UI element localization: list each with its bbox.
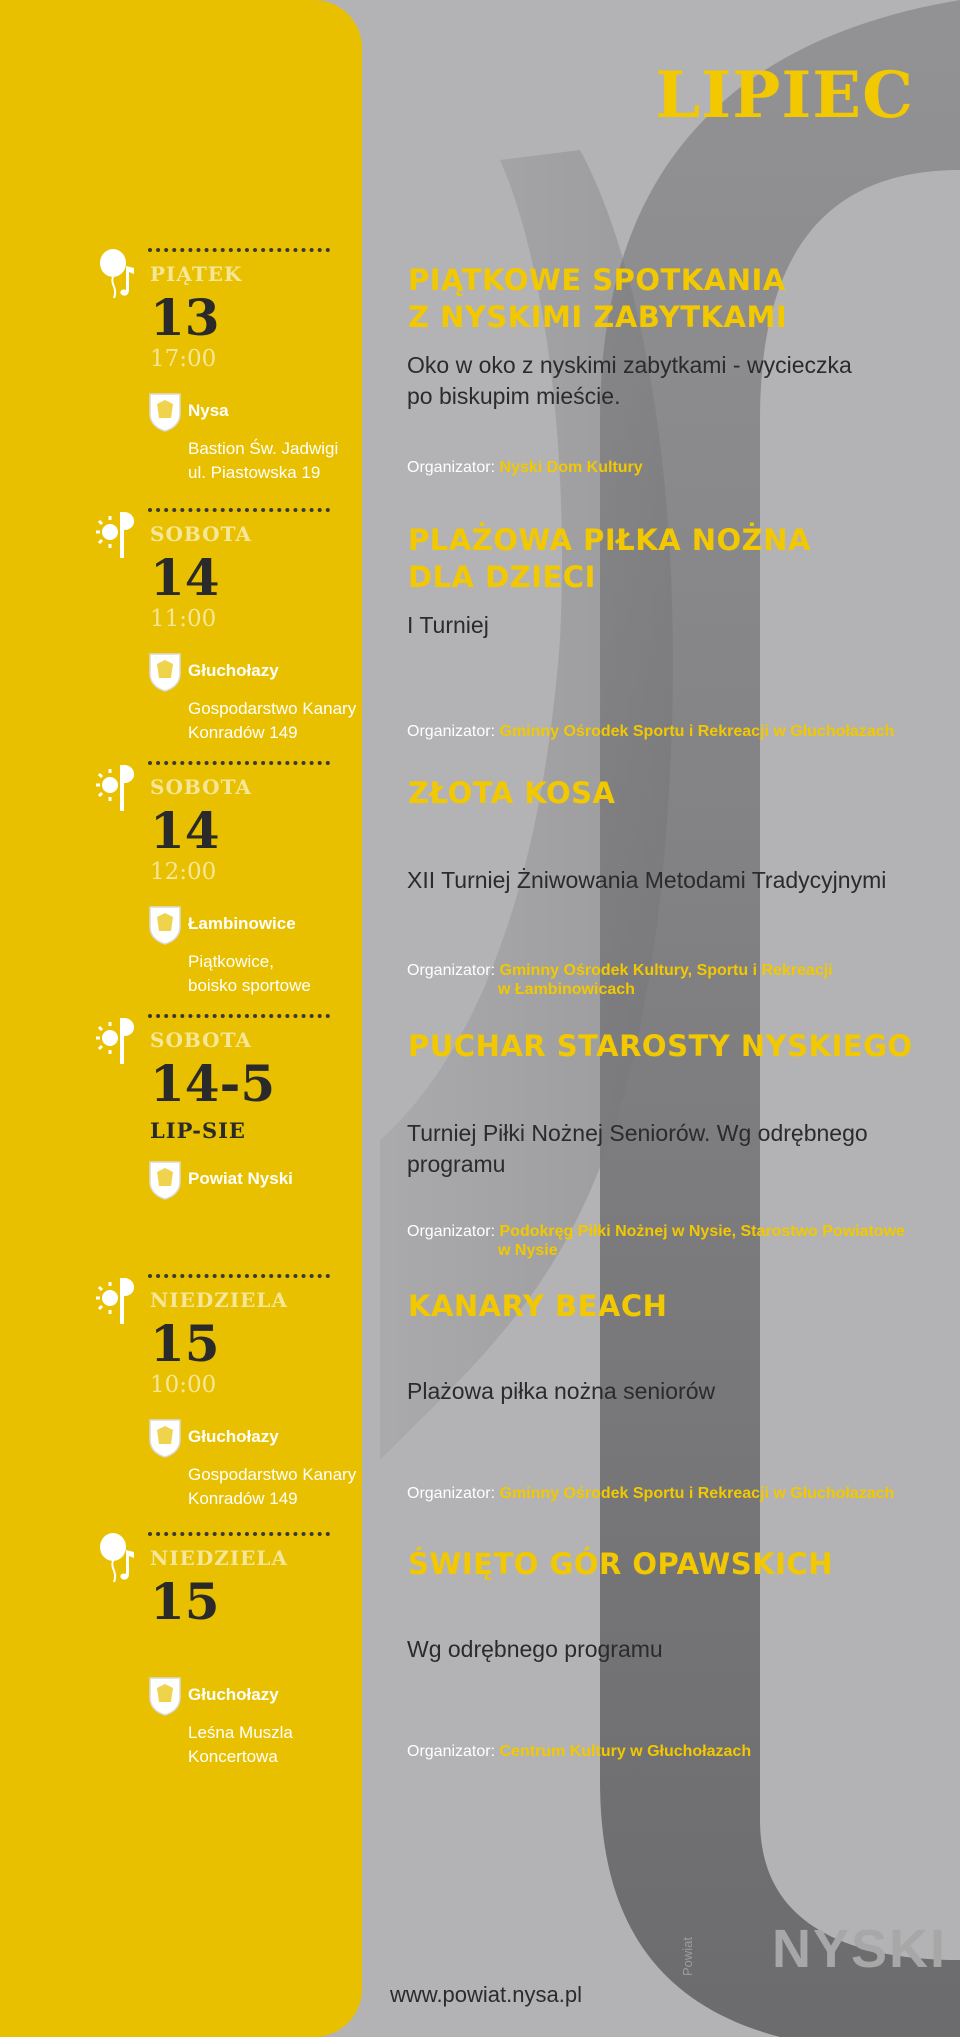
event-description-line: Plażowa piłka nożna seniorów <box>407 1378 716 1404</box>
event-organizer <box>407 1484 894 1503</box>
event-description-line: I Turniej <box>407 612 489 638</box>
event-day: PIĄTEK <box>150 262 243 286</box>
dotted-separator <box>148 1274 330 1278</box>
organizer-name: Centrum Kultury w Głuchołazach <box>499 1743 752 1760</box>
organizer-name: Podokręg Piłki Nożnej w Nysie, Starostwo Powiatowe <box>499 1223 905 1240</box>
organizer-label: Organizator: <box>407 1485 496 1502</box>
event-description-line: Turniej Piłki Nożnej Seniorów. Wg odrębnego programu <box>407 1120 868 1177</box>
sun-flag-icon <box>96 761 140 817</box>
event-date: 15 <box>150 1572 220 1631</box>
event-day: SOBOTA <box>150 522 252 546</box>
organizer-label: Organizator: <box>407 1743 496 1760</box>
event-date: 14 <box>150 801 220 860</box>
event-title-line: ŚWIĘTO GÓR OPAWSKICH <box>408 1547 833 1581</box>
event-time: 11:00 <box>150 606 217 632</box>
dotted-separator <box>148 508 330 512</box>
town-crest-icon <box>148 1160 182 1200</box>
month-heading: LIPIEC <box>655 58 914 133</box>
event-date: 14 <box>150 548 220 607</box>
town-crest-icon <box>148 652 182 692</box>
event-venue-line: ul. Piastowska 19 <box>188 463 321 482</box>
event-time: 17:00 <box>150 346 217 372</box>
event-description-line: Oko w oko z nyskimi zabytkami - wycieczka <box>407 352 852 378</box>
event-venue-line: Gospodarstwo Kanary <box>188 1465 357 1484</box>
event-date: 13 <box>150 288 220 347</box>
dotted-separator <box>148 1014 330 1018</box>
event-time: 10:00 <box>150 1372 217 1398</box>
event-date-range: LIP-SIE <box>150 1118 246 1143</box>
sun-flag-icon <box>96 508 140 564</box>
organizer-name-cont: w Łambinowicach <box>498 981 635 998</box>
event-organizer <box>407 1742 751 1761</box>
town-crest-icon <box>148 1676 182 1716</box>
event-venue-line: Gospodarstwo Kanary <box>188 699 357 718</box>
event-venue-line: boisko sportowe <box>188 976 311 995</box>
logo-small-text: Powiat <box>680 1936 695 1976</box>
event-organizer <box>407 458 643 477</box>
dotted-separator <box>148 1532 330 1536</box>
event-town: Łambinowice <box>188 914 296 933</box>
event-title-line: PIĄTKOWE SPOTKANIA <box>408 263 786 297</box>
event-title-line: ZŁOTA KOSA <box>408 776 616 810</box>
sun-flag-icon <box>96 1274 140 1330</box>
event-town: Głuchołazy <box>188 1427 279 1446</box>
powiat-nyski-logo: NYSKI <box>772 1919 948 1979</box>
town-crest-icon <box>148 1418 182 1458</box>
event-title-line: Z NYSKIMI ZABYTKAMI <box>408 300 788 334</box>
event-town: Powiat Nyski <box>188 1169 293 1188</box>
organizer-name: Nyski Dom Kultury <box>499 459 643 476</box>
sun-flag-icon <box>96 1014 140 1070</box>
event-title-line: PUCHAR STAROSTY NYSKIEGO <box>408 1029 913 1063</box>
event-venue-line: Koncertowa <box>188 1747 278 1766</box>
organizer-name: Gminny Ośrodek Sportu i Rekreacji w Głuchołazach <box>499 1485 895 1502</box>
event-title-line: PLAŻOWA PIŁKA NOŻNA <box>408 523 811 557</box>
town-crest-icon <box>148 905 182 945</box>
organizer-label: Organizator: <box>407 1223 496 1240</box>
balloon-note-icon <box>96 248 140 304</box>
event-description-line: XII Turniej Żniwowania Metodami Tradycyjnymi <box>407 867 887 893</box>
event-town: Głuchołazy <box>188 661 279 680</box>
event-organizer <box>407 961 833 999</box>
event-title-line: KANARY BEACH <box>408 1289 668 1323</box>
event-date: 15 <box>150 1314 220 1373</box>
event-description-line: po biskupim mieście. <box>407 383 621 409</box>
balloon-note-icon <box>96 1532 140 1588</box>
event-time: 12:00 <box>150 859 217 885</box>
event-day: SOBOTA <box>150 1028 252 1052</box>
event-venue-line: Piątkowice, <box>188 952 274 971</box>
event-description-line: Wg odrębnego programu <box>407 1636 663 1662</box>
event-day: SOBOTA <box>150 775 252 799</box>
town-crest-icon <box>148 392 182 432</box>
event-venue-line: Konradów 149 <box>188 723 298 742</box>
organizer-name: Gminny Ośrodek Kultury, Sportu i Rekreacji <box>499 962 833 979</box>
event-venue-line: Konradów 149 <box>188 1489 298 1508</box>
dotted-separator <box>148 248 330 252</box>
event-venue-line: Leśna Muszla <box>188 1723 293 1742</box>
event-town: Nysa <box>188 401 229 420</box>
event-day: NIEDZIELA <box>150 1288 289 1312</box>
event-title-line: DLA DZIECI <box>408 560 596 594</box>
event-day: NIEDZIELA <box>150 1546 289 1570</box>
event-date: 14-5 <box>150 1054 276 1113</box>
event-organizer <box>407 722 894 741</box>
organizer-label: Organizator: <box>407 459 496 476</box>
organizer-name: Gminny Ośrodek Sportu i Rekreacji w Głuchołazach <box>499 723 895 740</box>
event-town: Głuchołazy <box>188 1685 279 1704</box>
dotted-separator <box>148 761 330 765</box>
event-organizer <box>407 1222 905 1260</box>
website-url[interactable]: www.powiat.nysa.pl <box>390 1982 582 2007</box>
event-venue-line: Bastion Św. Jadwigi <box>188 439 339 458</box>
organizer-label: Organizator: <box>407 723 496 740</box>
organizer-name-cont: w Nysie <box>498 1242 558 1259</box>
organizer-label: Organizator: <box>407 962 496 979</box>
